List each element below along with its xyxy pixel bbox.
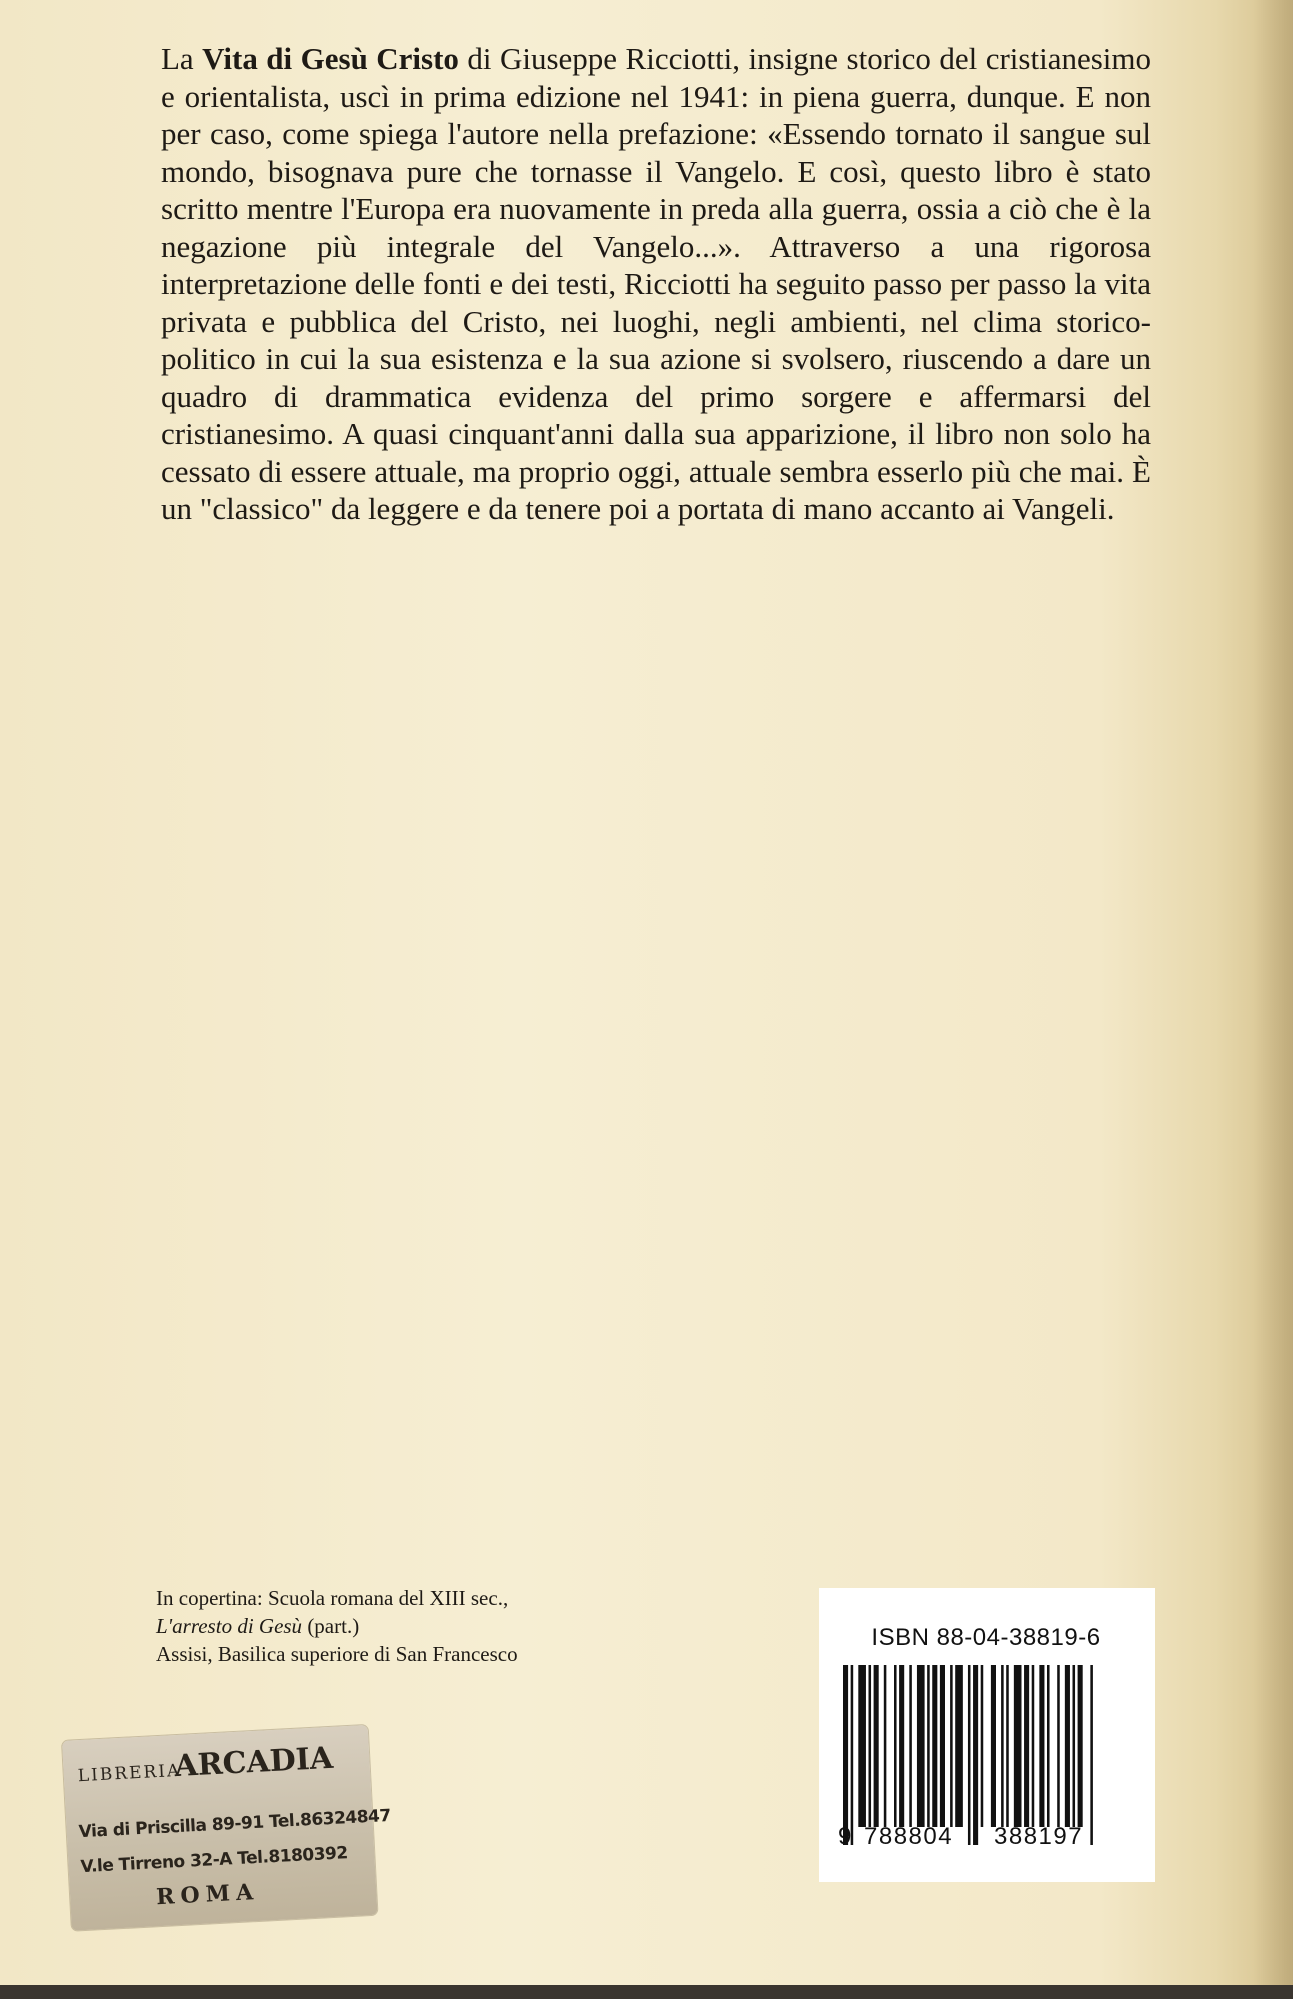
credits-line-2 (156, 1612, 716, 1640)
barcode-bar (955, 1665, 963, 1827)
credits-line-3: Assisi, Basilica superiore di San Francesco (156, 1642, 518, 1666)
barcode-bar (1001, 1665, 1004, 1827)
barcode-bar (927, 1665, 930, 1827)
barcode-bar (851, 1665, 854, 1845)
barcode-bar (1057, 1665, 1060, 1827)
barcode-bar (973, 1665, 978, 1845)
sticker-address-2: V.le Tirreno 32-A Tel.8180392 (80, 1843, 349, 1878)
isbn-label: ISBN 88-04-38819-6 (871, 1624, 1101, 1651)
barcode-bar (874, 1665, 879, 1827)
barcode-bar (940, 1665, 945, 1827)
barcode-bar (1090, 1665, 1093, 1845)
credits-line-1: In copertina: Scuola romana del XIII sec., (156, 1586, 509, 1610)
barcode-bar (1024, 1665, 1029, 1827)
barcode-bar (1032, 1665, 1035, 1827)
barcode-bar (991, 1665, 996, 1827)
barcode-bar (1073, 1665, 1076, 1827)
sticker-libreria: LIBRERIA (77, 1760, 182, 1787)
cover-edge-shadow (1253, 0, 1293, 1999)
barcode-bar (932, 1665, 937, 1827)
barcode-bars (843, 1665, 1133, 1845)
barcode-bar (981, 1665, 984, 1827)
bookshop-sticker (62, 1725, 392, 1931)
barcode-bar (869, 1665, 872, 1827)
barcode-bar (1065, 1665, 1070, 1827)
artwork-note: (part.) (302, 1614, 360, 1638)
cover-credits (156, 1584, 716, 1668)
barcode-bar (858, 1665, 866, 1827)
barcode-bar (1078, 1665, 1083, 1827)
ean-left-group: 788804 (864, 1823, 954, 1850)
barcode-bar (894, 1665, 897, 1827)
blurb-intro: La (161, 41, 203, 76)
barcode-bar (1047, 1665, 1050, 1827)
barcode-bar (950, 1665, 953, 1827)
barcode-bar (968, 1665, 971, 1845)
barcode-bar (899, 1665, 904, 1827)
sticker-city: ROMA (155, 1878, 260, 1911)
ean-right-group: 388197 (994, 1823, 1084, 1850)
barcode-bar (1014, 1665, 1022, 1827)
artwork-title: L'arresto di Gesù (156, 1614, 303, 1638)
barcode-bar (1039, 1665, 1044, 1827)
ean-first-digit: 9 (838, 1823, 852, 1850)
blurb-body: di Giuseppe Ricciotti, insigne storico del cristianesimo e orientalista, uscì in prima edizione nel 1941: in piena guerra, dunque. E non per caso, come spiega l'autore nella prefazione: «Essendo tornato il sangue sul mondo, bisognava pure che tornasse il Vangelo. E così, questo libro è stato scritto mentre l'Europa era nuovamente in preda alla guerra, ossia a ciò che è la negazione più integrale del Vangelo...». Attraverso a una rigorosa interpretazione delle fonti e dei testi, Ricciotti ha seguito passo per passo la vita privata e pubblica del Cristo, nei luoghi, negli ambienti, nel clima storico-politico in cui la sua esistenza e la sua azione si svolsero, riuscendo a dare un quadro di drammatica evidenza del primo sorgere e affermarsi del cristianesimo. A quasi cinquant'anni dalla sua apparizione, il libro non solo ha cessato di essere attuale, ma proprio oggi, attuale sembra esserlo più che mai. È un "classico" da leggere e da tenere poi a portata di mano accanto ai Vangeli. (161, 41, 1151, 526)
sticker-address-1: Via di Priscilla 89-91 Tel.86324847 (78, 1805, 392, 1843)
ean-digits (838, 1823, 1138, 1853)
barcode-bar (1006, 1665, 1009, 1827)
cover-bottom-edge (0, 1985, 1293, 1999)
book-title: Vita di Gesù Cristo (202, 41, 459, 76)
barcode-bar (909, 1665, 912, 1827)
barcode-bar (917, 1665, 925, 1827)
blurb-text (161, 40, 1151, 528)
barcode-bar (843, 1665, 848, 1845)
barcode-bar (884, 1665, 887, 1827)
sticker-shop-name: ARCADIA (173, 1740, 334, 1785)
